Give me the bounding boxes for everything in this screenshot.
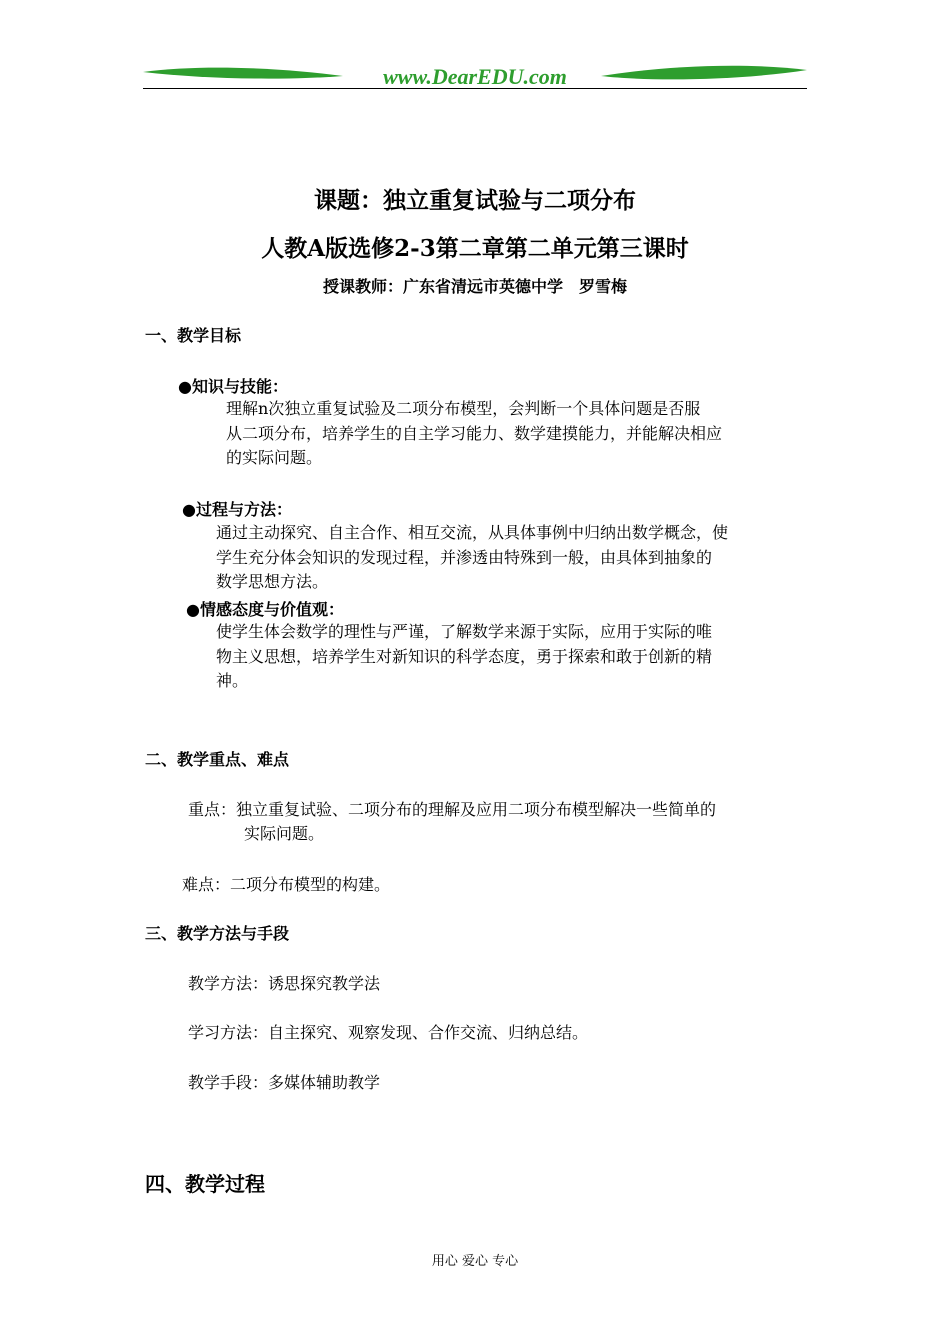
lesson-teacher: 授课教师：广东省清远市英德中学 罗雪梅 <box>322 277 627 296</box>
text-line: 数学思想方法。 <box>216 572 329 591</box>
text-line: 使学生体会数学的理性与严谨，了解数学来源于实际，应用于实际的唯 <box>216 622 713 641</box>
banner-swoosh-right <box>601 66 807 80</box>
goal-knowledge-label: ●知识与技能： <box>178 377 288 396</box>
section-heading-key-points: 二、教学重点、难点 <box>145 750 290 769</box>
text-line: 的实际问题。 <box>226 448 323 467</box>
lesson-title: 课题：独立重复试验与二项分布 <box>314 187 636 214</box>
learning-method: 学习方法：自主探究、观察发现、合作交流、归纳总结。 <box>188 1023 589 1042</box>
teaching-means: 教学手段：多媒体辅助教学 <box>188 1073 381 1092</box>
text-line: 物主义思想，培养学生对新知识的科学态度，勇于探索和敢于创新的精 <box>216 646 713 666</box>
section-heading-process: 四、教学过程 <box>145 1172 265 1196</box>
site-logo-text: www.DearEDU.com <box>383 64 567 89</box>
goal-attitude-label: ●情感态度与价值观： <box>186 600 344 619</box>
key-point-line1: 重点：独立重复试验、二项分布的理解及应用二项分布模型解决一些简单的 <box>188 800 717 819</box>
text-line: 从二项分布，培养学生的自主学习能力、数学建摸能力，并能解决相应 <box>226 423 723 443</box>
goal-knowledge-text <box>226 397 808 471</box>
text-line: 理解n次独立重复试验及二项分布模型，会判断一个具体问题是否服 <box>226 399 701 418</box>
text-line: 神。 <box>216 671 249 690</box>
banner-swoosh-left <box>143 68 343 79</box>
text-line: 学生充分体会知识的发现过程，并渗透由特殊到一般，由具体到抽象的 <box>216 547 713 567</box>
goal-process-text <box>216 521 808 595</box>
teaching-method: 教学方法：诱思探究教学法 <box>188 974 381 993</box>
key-point-line2: 实际问题。 <box>244 824 325 843</box>
goal-process-label: ●过程与方法： <box>182 500 292 519</box>
goal-attitude-text <box>216 620 808 694</box>
text-line: 通过主动探究、自主合作、相互交流，从具体事例中归纳出数学概念，使 <box>216 523 729 542</box>
header-rule <box>143 88 807 89</box>
section-heading-objectives: 一、教学目标 <box>145 326 242 345</box>
difficulty-point: 难点：二项分布模型的构建。 <box>182 875 391 894</box>
section-heading-methods: 三、教学方法与手段 <box>145 924 290 943</box>
page-footer: 用心 爱心 专心 <box>431 1254 519 1269</box>
lesson-subtitle: 人教A版选修2-3第二章第二单元第三课时 <box>261 235 689 262</box>
